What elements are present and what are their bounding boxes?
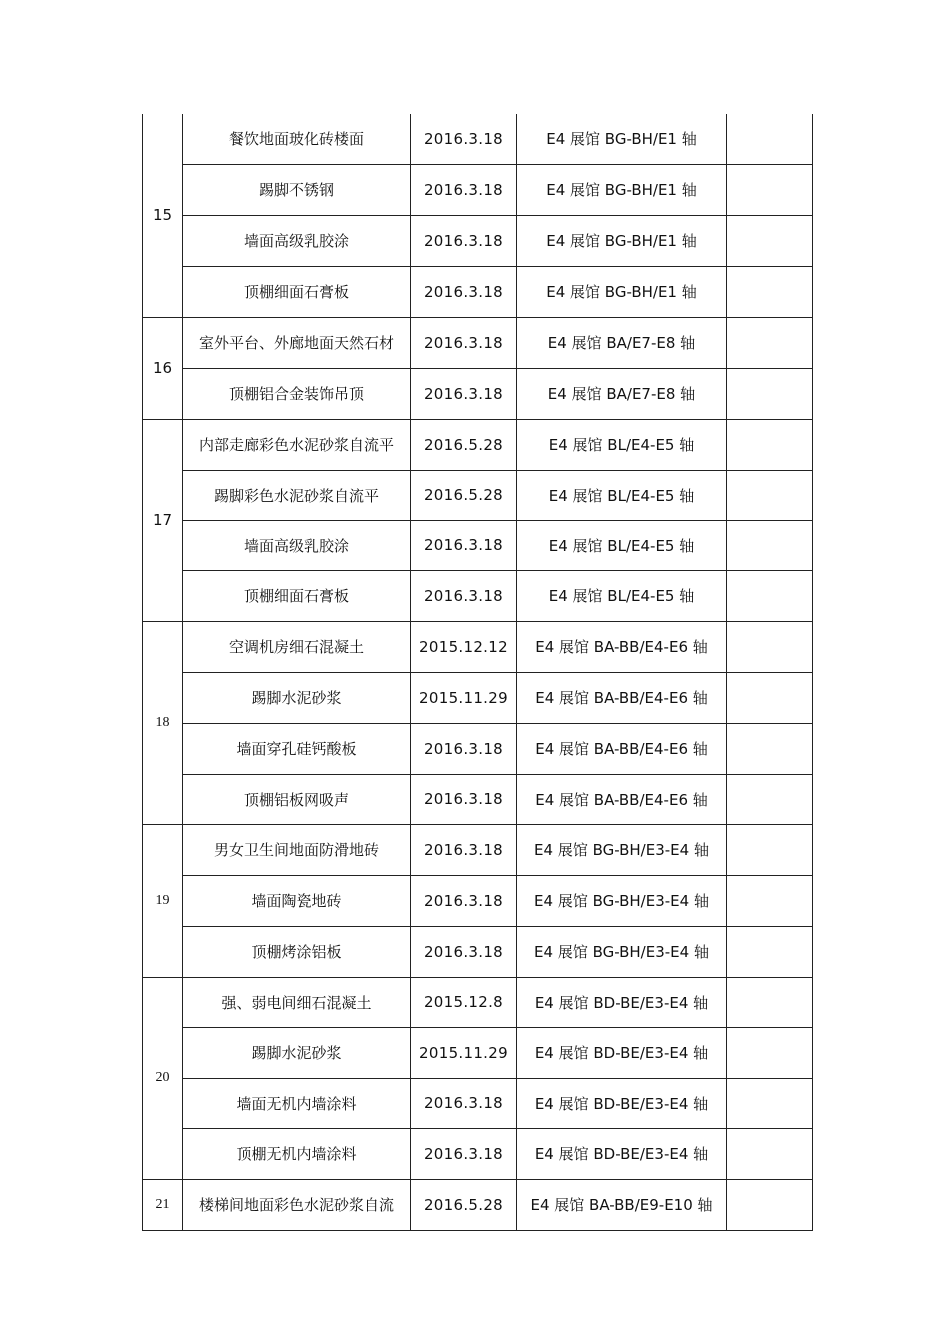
remark (727, 114, 813, 164)
location: E4 展馆 BD-BE/E3-E4 轴 (517, 1027, 727, 1078)
inspection-date: 2016.3.18 (411, 215, 517, 266)
item-name: 顶棚无机内墙涂料 (183, 1128, 411, 1179)
inspection-date: 2016.3.18 (411, 570, 517, 621)
table-row (143, 1027, 813, 1078)
inspection-date: 2016.3.18 (411, 774, 517, 824)
inspection-date: 2016.3.18 (411, 723, 517, 774)
location: E4 展馆 BD-BE/E3-E4 轴 (517, 1078, 727, 1128)
table-row (143, 1078, 813, 1128)
table-row (143, 317, 813, 368)
inspection-records-table (142, 114, 813, 1231)
remark (727, 774, 813, 824)
remark (727, 977, 813, 1027)
location: E4 展馆 BG-BH/E1 轴 (517, 114, 727, 164)
group-number: 17 (143, 419, 183, 621)
inspection-date: 2015.12.8 (411, 977, 517, 1027)
item-name: 楼梯间地面彩色水泥砂浆自流 (183, 1179, 411, 1230)
inspection-date: 2016.3.18 (411, 875, 517, 926)
group-number: 19 (143, 824, 183, 977)
remark (727, 1128, 813, 1179)
table-row (143, 926, 813, 977)
table-row (143, 621, 813, 672)
table-row (143, 570, 813, 621)
item-name: 踢脚彩色水泥砂浆自流平 (183, 470, 411, 520)
inspection-date: 2016.5.28 (411, 470, 517, 520)
remark (727, 1027, 813, 1078)
location: E4 展馆 BA-BB/E4-E6 轴 (517, 774, 727, 824)
item-name: 顶棚烤涂铝板 (183, 926, 411, 977)
table-row (143, 470, 813, 520)
location: E4 展馆 BD-BE/E3-E4 轴 (517, 977, 727, 1027)
location: E4 展馆 BA/E7-E8 轴 (517, 317, 727, 368)
location: E4 展馆 BG-BH/E1 轴 (517, 266, 727, 317)
table-row (143, 164, 813, 215)
remark (727, 266, 813, 317)
remark (727, 470, 813, 520)
location: E4 展馆 BL/E4-E5 轴 (517, 570, 727, 621)
remark (727, 419, 813, 470)
table-row (143, 215, 813, 266)
inspection-date: 2015.12.12 (411, 621, 517, 672)
table-row (143, 520, 813, 570)
records-body (143, 114, 813, 1230)
item-name: 室外平台、外廊地面天然石材 (183, 317, 411, 368)
inspection-date: 2015.11.29 (411, 672, 517, 723)
inspection-date: 2016.3.18 (411, 1078, 517, 1128)
inspection-date: 2016.3.18 (411, 368, 517, 419)
inspection-date: 2015.11.29 (411, 1027, 517, 1078)
remark (727, 926, 813, 977)
group-number: 21 (143, 1179, 183, 1230)
location: E4 展馆 BG-BH/E1 轴 (517, 215, 727, 266)
table-row (143, 419, 813, 470)
location: E4 展馆 BA-BB/E9-E10 轴 (517, 1179, 727, 1230)
location: E4 展馆 BL/E4-E5 轴 (517, 520, 727, 570)
group-number: 20 (143, 977, 183, 1179)
table-row (143, 672, 813, 723)
item-name: 踢脚不锈钢 (183, 164, 411, 215)
item-name: 顶棚细面石膏板 (183, 266, 411, 317)
table-row (143, 824, 813, 875)
location: E4 展馆 BA-BB/E4-E6 轴 (517, 672, 727, 723)
remark (727, 317, 813, 368)
remark (727, 723, 813, 774)
table-row (143, 1179, 813, 1230)
inspection-date: 2016.3.18 (411, 266, 517, 317)
table-row (143, 723, 813, 774)
item-name: 踢脚水泥砂浆 (183, 672, 411, 723)
item-name: 顶棚细面石膏板 (183, 570, 411, 621)
inspection-date: 2016.5.28 (411, 419, 517, 470)
location: E4 展馆 BG-BH/E3-E4 轴 (517, 875, 727, 926)
remark (727, 164, 813, 215)
group-number: 16 (143, 317, 183, 419)
item-name: 墙面穿孔硅钙酸板 (183, 723, 411, 774)
location: E4 展馆 BG-BH/E3-E4 轴 (517, 926, 727, 977)
item-name: 顶棚铝合金装饰吊顶 (183, 368, 411, 419)
table-row (143, 368, 813, 419)
table-row (143, 266, 813, 317)
item-name: 顶棚铝板网吸声 (183, 774, 411, 824)
location: E4 展馆 BA-BB/E4-E6 轴 (517, 621, 727, 672)
item-name: 踢脚水泥砂浆 (183, 1027, 411, 1078)
remark (727, 1078, 813, 1128)
remark (727, 1179, 813, 1230)
table-row (143, 774, 813, 824)
location: E4 展馆 BG-BH/E3-E4 轴 (517, 824, 727, 875)
remark (727, 621, 813, 672)
item-name: 墙面无机内墙涂料 (183, 1078, 411, 1128)
group-number: 15 (143, 114, 183, 317)
inspection-date: 2016.3.18 (411, 317, 517, 368)
location: E4 展馆 BG-BH/E1 轴 (517, 164, 727, 215)
remark (727, 215, 813, 266)
location: E4 展馆 BA-BB/E4-E6 轴 (517, 723, 727, 774)
item-name: 男女卫生间地面防滑地砖 (183, 824, 411, 875)
item-name: 墙面高级乳胶涂 (183, 520, 411, 570)
item-name: 墙面高级乳胶涂 (183, 215, 411, 266)
table-row (143, 977, 813, 1027)
table-row (143, 1128, 813, 1179)
remark (727, 824, 813, 875)
inspection-date: 2016.5.28 (411, 1179, 517, 1230)
location: E4 展馆 BD-BE/E3-E4 轴 (517, 1128, 727, 1179)
inspection-date: 2016.3.18 (411, 824, 517, 875)
table-row (143, 875, 813, 926)
location: E4 展馆 BL/E4-E5 轴 (517, 419, 727, 470)
inspection-date: 2016.3.18 (411, 114, 517, 164)
group-number: 18 (143, 621, 183, 824)
remark (727, 672, 813, 723)
remark (727, 570, 813, 621)
inspection-date: 2016.3.18 (411, 164, 517, 215)
item-name: 强、弱电间细石混凝土 (183, 977, 411, 1027)
remark (727, 520, 813, 570)
remark (727, 368, 813, 419)
item-name: 空调机房细石混凝土 (183, 621, 411, 672)
item-name: 餐饮地面玻化砖楼面 (183, 114, 411, 164)
remark (727, 875, 813, 926)
item-name: 墙面陶瓷地砖 (183, 875, 411, 926)
location: E4 展馆 BL/E4-E5 轴 (517, 470, 727, 520)
inspection-date: 2016.3.18 (411, 926, 517, 977)
inspection-date: 2016.3.18 (411, 520, 517, 570)
table-row (143, 114, 813, 164)
inspection-date: 2016.3.18 (411, 1128, 517, 1179)
item-name: 内部走廊彩色水泥砂浆自流平 (183, 419, 411, 470)
location: E4 展馆 BA/E7-E8 轴 (517, 368, 727, 419)
